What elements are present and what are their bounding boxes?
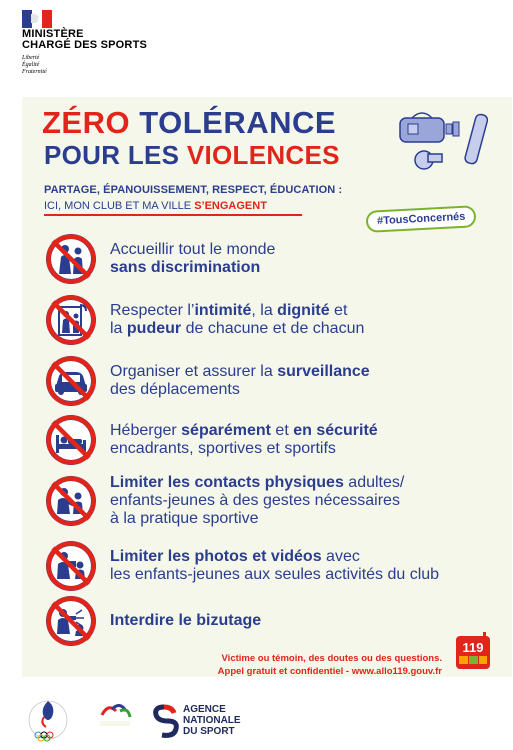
rule-1-line-1: Accueillir tout le monde bbox=[110, 241, 276, 258]
subtitle-commitment bbox=[44, 200, 267, 213]
transport-icon bbox=[44, 354, 98, 408]
ans-line-2: NATIONALE bbox=[183, 715, 241, 726]
logo-119-number: 119 bbox=[462, 640, 484, 655]
privacy-icon bbox=[44, 293, 98, 347]
rule-2-strong-a: intimité bbox=[194, 302, 252, 319]
france-paralympique-logo-icon bbox=[92, 697, 138, 743]
helpline-line-1: Victime ou témoin, des doutes ou des questions. bbox=[221, 653, 442, 664]
rule-text bbox=[110, 474, 404, 528]
rule-2-text-c: et bbox=[329, 302, 348, 319]
rule-4-text-c: encadrants, sportives et sportifs bbox=[110, 440, 336, 457]
title-tolerance: TOLÉRANCE bbox=[139, 105, 337, 140]
rule-6-strong: Limiter les photos et vidéos bbox=[110, 548, 322, 565]
rule-7-strong: Interdire le bizutage bbox=[110, 612, 262, 629]
rule-4-strong-b: en sécurité bbox=[293, 422, 378, 439]
rule-text bbox=[110, 363, 370, 399]
rule-item-lodging bbox=[44, 413, 500, 467]
lodging-icon bbox=[44, 413, 98, 467]
title-zero: ZÉRO bbox=[42, 105, 131, 140]
photo-icon bbox=[44, 539, 98, 593]
subtitle-commitment-strong: S’ENGAGENT bbox=[194, 200, 267, 212]
rule-5-text-c: à la pratique sportive bbox=[110, 510, 259, 527]
rule-2-text-d: la bbox=[110, 320, 127, 337]
rule-2-text-e: de chacune et de chacun bbox=[181, 320, 365, 337]
ministry-line-2: CHARGÉ DES SPORTS bbox=[22, 39, 148, 51]
subtitle-values: PARTAGE, ÉPANOUISSEMENT, RESPECT, ÉDUCATION : bbox=[44, 184, 343, 196]
ans-line-3: DU SPORT bbox=[183, 726, 235, 737]
rule-1-strong: sans discrimination bbox=[110, 259, 261, 276]
rule-item-hazing bbox=[44, 594, 500, 648]
rule-item-privacy bbox=[44, 293, 500, 347]
rule-5-strong: Limiter les contacts physiques bbox=[110, 474, 344, 491]
rule-2-text-b: , la bbox=[251, 302, 278, 319]
allo-119-logo-icon bbox=[455, 632, 491, 670]
helpline-line-2: Appel gratuit et confidentiel - www.allo119.gouv.fr bbox=[217, 666, 442, 677]
rule-6-text-a: avec bbox=[321, 548, 360, 565]
rule-item-transport bbox=[44, 354, 500, 408]
rule-3-text-a: Organiser et assurer la bbox=[110, 363, 278, 380]
motto-liberte: Liberté bbox=[22, 55, 40, 61]
poster-title-line-2 bbox=[44, 140, 340, 170]
rule-text bbox=[110, 548, 439, 584]
rule-item-photos bbox=[44, 539, 500, 593]
rule-4-text-a: Héberger bbox=[110, 422, 182, 439]
subtitle-commitment-text: ICI, MON CLUB ET MA VILLE bbox=[44, 200, 192, 212]
rule-text bbox=[110, 241, 275, 277]
rule-2-text-a: Respecter l’ bbox=[110, 302, 195, 319]
sports-equipment-icon bbox=[398, 110, 488, 176]
rule-5-text-b: enfants-jeunes à des gestes nécessaires bbox=[110, 492, 400, 509]
ministry-name bbox=[22, 29, 147, 51]
subtitle-underline bbox=[44, 214, 302, 216]
motto-egalite: Égalité bbox=[22, 62, 40, 68]
poster-title-line-1 bbox=[42, 106, 336, 140]
rule-5-text-a: adultes/ bbox=[343, 474, 405, 491]
ministry-line-1: MINISTÈRE bbox=[22, 28, 84, 40]
motto-fraternite: Fraternité bbox=[22, 69, 47, 75]
hashtag-badge: #TousConcernés bbox=[365, 205, 476, 233]
physical-contact-icon bbox=[44, 474, 98, 528]
helpline-message bbox=[180, 652, 442, 678]
discrimination-icon bbox=[44, 232, 98, 286]
rule-3-text-b: des déplacements bbox=[110, 381, 240, 398]
title-pour-les: POUR LES bbox=[44, 140, 180, 170]
marianne-logo-icon bbox=[22, 10, 52, 28]
rule-2-strong-c: pudeur bbox=[126, 320, 182, 337]
title-violences: VIOLENCES bbox=[186, 140, 340, 170]
rule-4-text-b: et bbox=[270, 422, 294, 439]
ans-name bbox=[183, 704, 241, 737]
rule-text bbox=[110, 612, 261, 630]
rule-4-strong-a: séparément bbox=[181, 422, 271, 439]
rule-6-text-b: les enfants-jeunes aux seules activités du club bbox=[110, 566, 440, 583]
rule-text bbox=[110, 302, 364, 338]
rule-text bbox=[110, 422, 378, 458]
hazing-icon bbox=[44, 594, 98, 648]
rule-item-discrimination bbox=[44, 232, 500, 286]
rule-2-strong-b: dignité bbox=[277, 302, 330, 319]
ans-line-1: AGENCE bbox=[183, 704, 226, 715]
rule-3-strong: surveillance bbox=[277, 363, 370, 380]
rule-item-physical-contact bbox=[44, 474, 500, 528]
cnosf-logo-icon bbox=[22, 697, 74, 743]
republic-motto bbox=[22, 55, 47, 76]
